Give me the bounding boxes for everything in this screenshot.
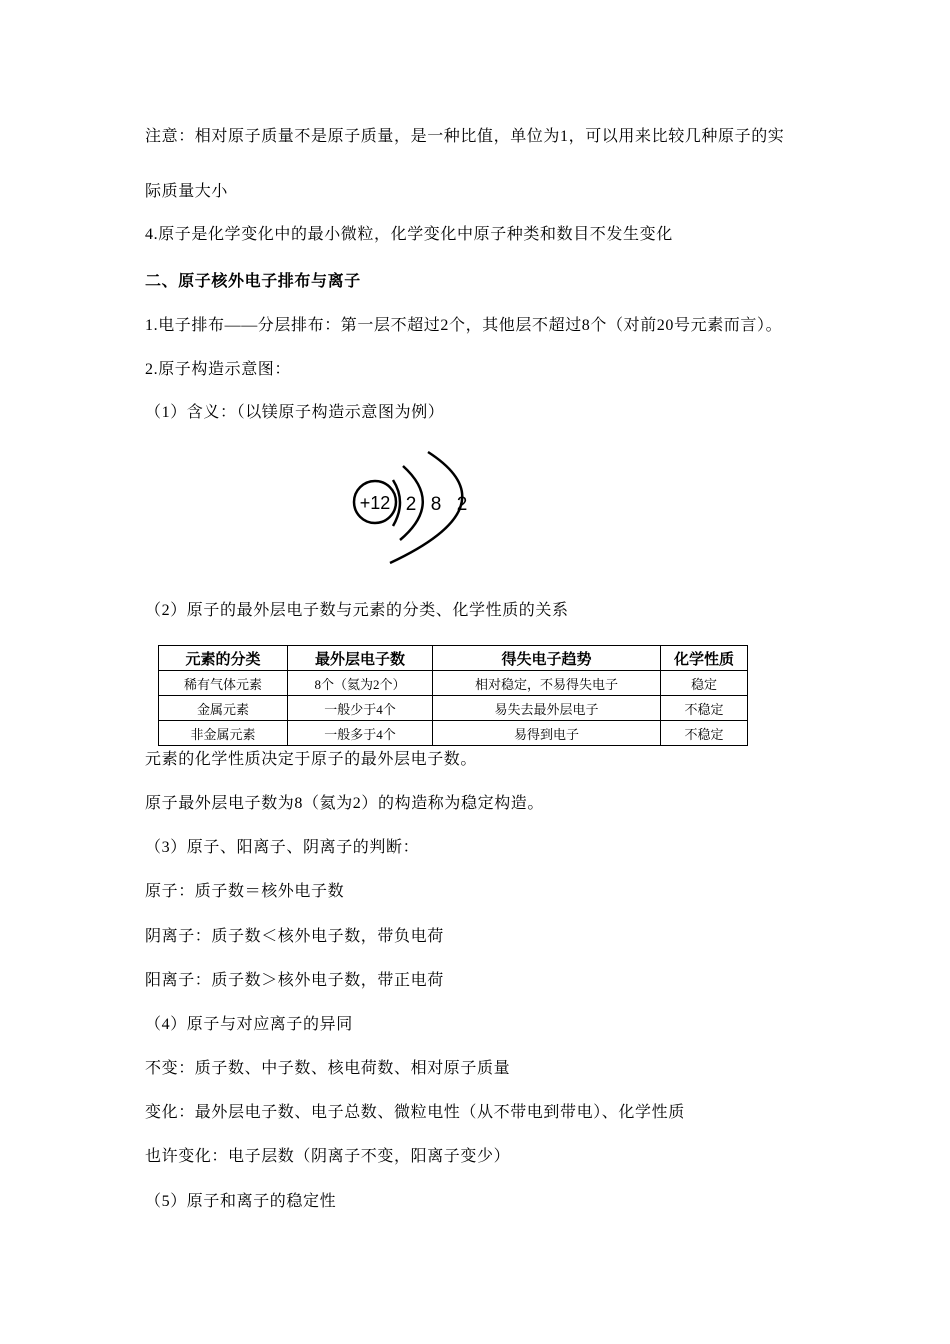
item-structure-diagram: 2.原子构造示意图： (145, 361, 292, 378)
cation-rule: 阳离子：质子数＞核外电子数，带正电荷 (145, 972, 444, 989)
magnesium-atom-diagram (340, 440, 490, 575)
nucleus-charge: +12 (359, 493, 391, 513)
conclusion-stable-structure: 原子最外层电子数为8（氦为2）的构造称为稳定构造。 (145, 795, 545, 812)
table-header-cell: 元素的分类 (159, 646, 288, 671)
point-4: 4.原子是化学变化中的最小微粒，化学变化中原子种类和数目不发生变化 (145, 226, 673, 243)
changed-list: 变化：最外层电子数、电子总数、微粒电性（从不带电到带电）、化学性质 (145, 1104, 685, 1121)
table-row (159, 671, 748, 696)
sub-outer-electrons-relation: （2）原子的最外层电子数与元素的分类、化学性质的关系 (145, 602, 569, 619)
shell-count-1: 2 (405, 494, 417, 515)
table-cell: 非金属元素 (159, 721, 288, 746)
item-electron-arrangement: 1.电子排布——分层排布：第一层不超过2个，其他层不超过8个（对前20号元素而言）。 (145, 317, 783, 334)
note-line-1: 注意：相对原子质量不是原子质量，是一种比值，单位为1，可以用来比较几种原子的实 (145, 128, 785, 145)
table-row (159, 721, 748, 746)
note-line-2: 际质量大小 (145, 183, 229, 200)
maybe-changed-list: 也许变化：电子层数（阴离子不变，阳离子变少） (145, 1148, 511, 1165)
sub-similarities-differences: （4）原子与对应离子的异同 (145, 1016, 353, 1033)
anion-rule: 阴离子：质子数＜核外电子数，带负电荷 (145, 928, 444, 945)
table-cell: 金属元素 (159, 696, 288, 721)
sub-judgement: （3）原子、阳离子、阴离子的判断： (145, 839, 420, 856)
sub-meaning: （1）含义：（以镁原子构造示意图为例） (145, 404, 445, 421)
table-header-cell: 化学性质 (661, 646, 748, 671)
conclusion-chemical-property: 元素的化学性质决定于原子的最外层电子数。 (145, 751, 478, 768)
table-header-cell: 最外层电子数 (288, 646, 433, 671)
sub-stability: （5）原子和离子的稳定性 (145, 1193, 337, 1210)
section-heading: 二、原子核外电子排布与离子 (145, 273, 361, 290)
table-cell: 稀有气体元素 (159, 671, 288, 696)
table-cell: 易失去最外层电子 (433, 696, 661, 721)
table-cell: 不稳定 (661, 696, 748, 721)
table-cell: 不稳定 (661, 721, 748, 746)
table-cell: 一般少于4个 (288, 696, 433, 721)
table-cell: 一般多于4个 (288, 721, 433, 746)
table-cell: 相对稳定，不易得失电子 (433, 671, 661, 696)
table-cell: 稳定 (661, 671, 748, 696)
table-cell: 易得到电子 (433, 721, 661, 746)
table-header-row (159, 646, 748, 671)
table-row (159, 696, 748, 721)
shell-count-2: 8 (430, 494, 442, 515)
unchanged-list: 不变：质子数、中子数、核电荷数、相对原子质量 (145, 1060, 511, 1077)
element-classification-table (158, 645, 748, 746)
shell-count-3: 2 (456, 494, 468, 515)
table-cell: 8个（氦为2个） (288, 671, 433, 696)
atom-rule: 原子：质子数＝核外电子数 (145, 883, 345, 900)
table-header-cell: 得失电子趋势 (433, 646, 661, 671)
